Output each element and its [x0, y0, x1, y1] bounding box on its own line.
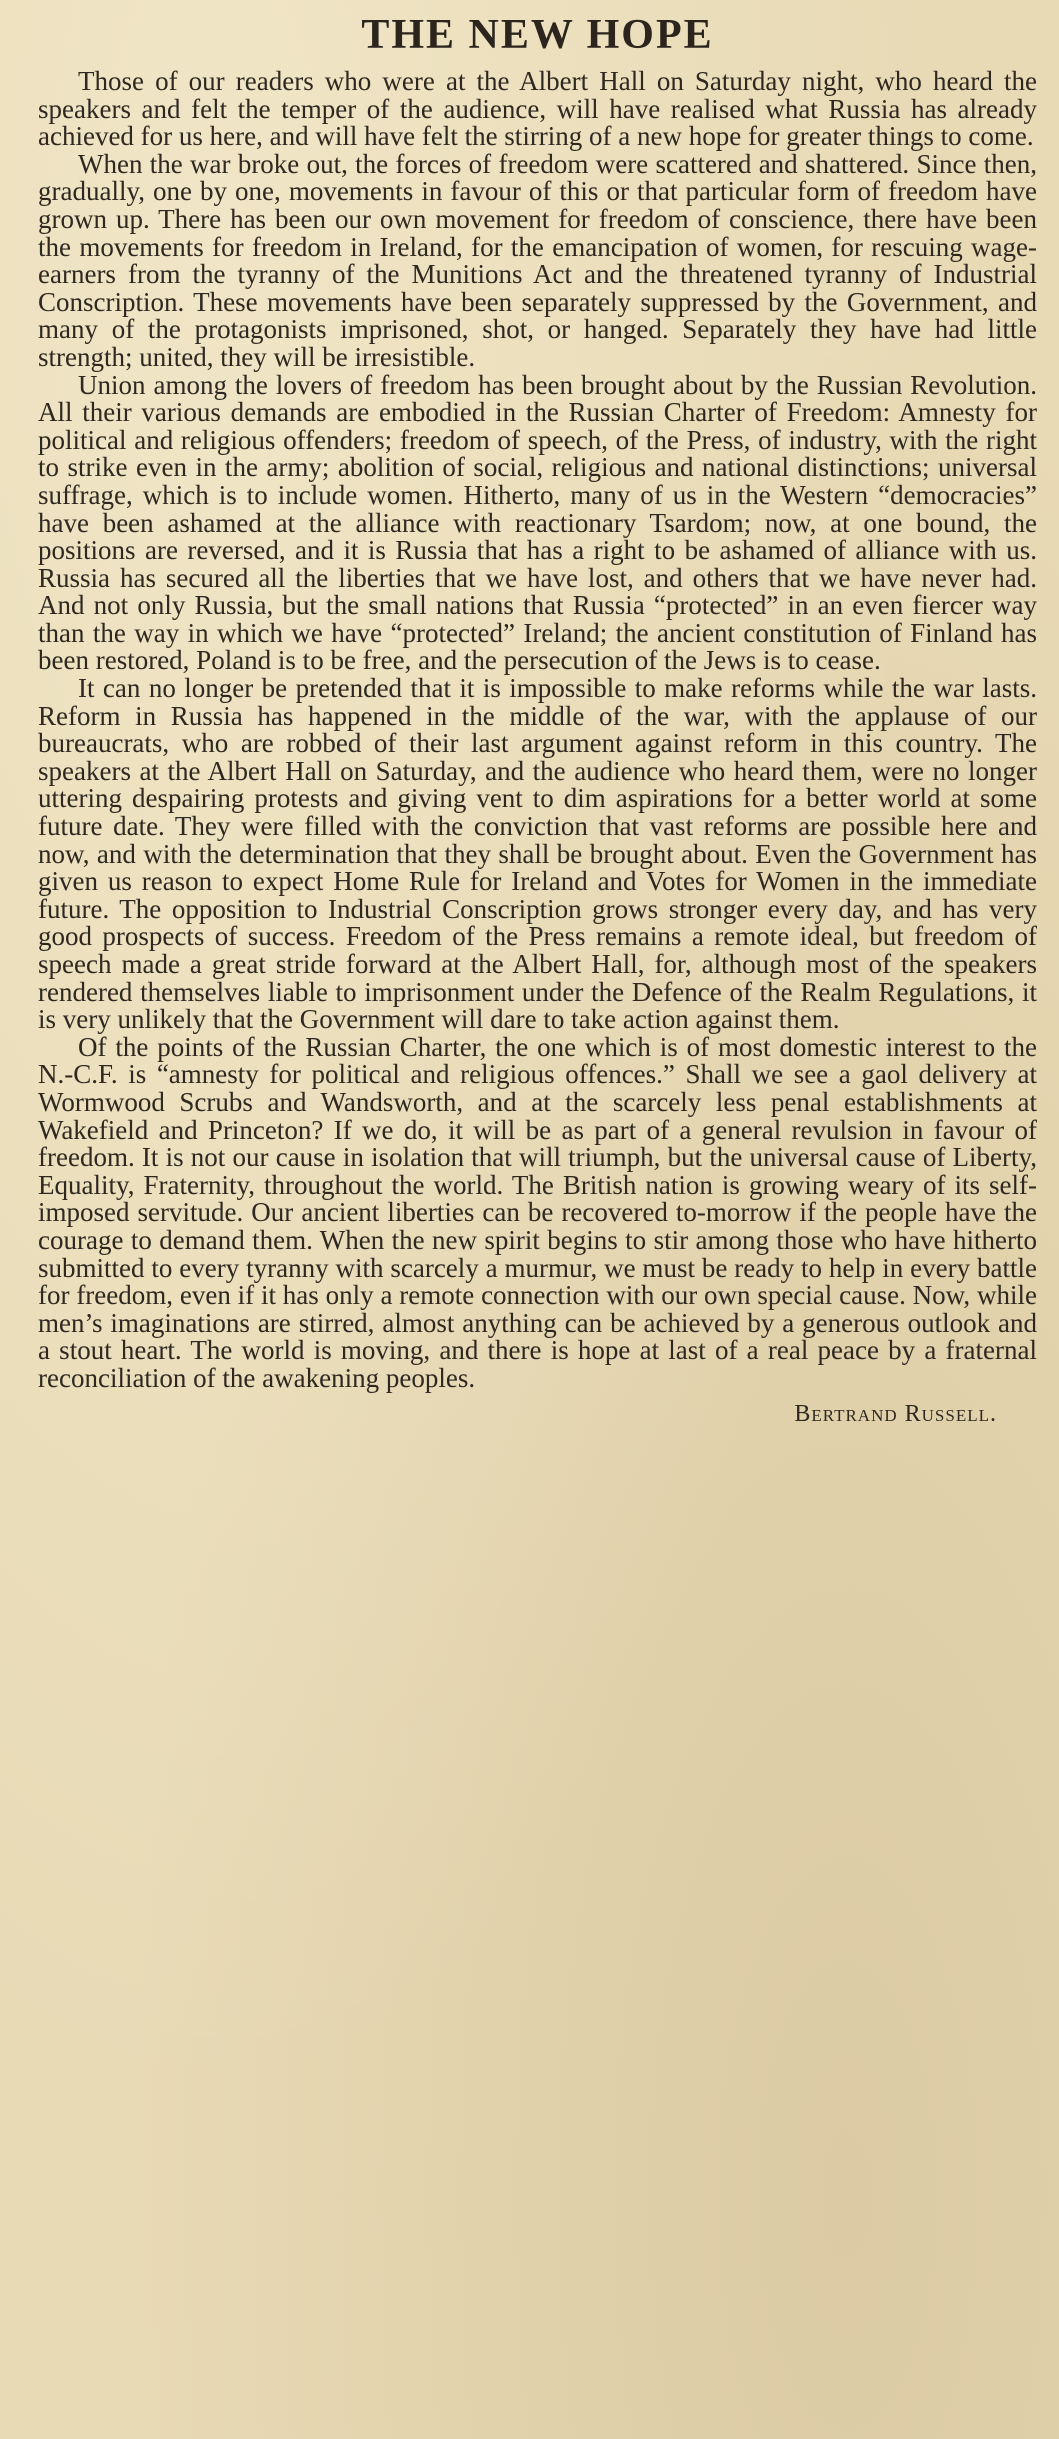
article-body: [38, 68, 1037, 1393]
paragraph-4: It can no longer be pretended that it is impossible to make reforms while the war lasts. Reform in Russia has happened in the middle of the war, with the applause of our bureaucrats, who are robbed of their last argument against reform in this country. The speakers at the Albert Hall on Saturday, and the audience who heard them, were no longer uttering despairing protests and giving vent to dim aspirations for a better world at some future date. They were filled with the conviction that vast reforms are possible here and now, and with the determination that they shall be brought about. Even the Government has given us reason to expect Home Rule for Ireland and Votes for Women in the immediate future. The opposition to Industrial Conscription grows stronger every day, and has very good prospects of success. Freedom of the Press remains a remote ideal, but freedom of speech made a great stride forward at the Albert Hall, for, although most of the speakers rendered themselves liable to imprisonment under the Defence of the Realm Regulations, it is very unlikely that the Government will dare to take action against them.: [38, 673, 1037, 1035]
paragraph-5: Of the points of the Russian Charter, the one which is of most domestic interest to the N.-C.F. is “amnesty for political and religious offences.” Shall we see a gaol delivery at Wormwood Scrubs and Wandsworth, and at the scarcely less penal establishments at Wakefield and Princeton? If we do, it will be as part of a general revulsion in favour of freedom. It is not our cause in isolation that will triumph, but the universal cause of Liberty, Equality, Fraternity, throughout the world. The British nation is growing weary of its self-imposed servitude. Our ancient liberties can be recovered to-morrow if the people have the courage to demand them. When the new spirit begins to stir among those who have hitherto submitted to every tyranny with scarcely a murmur, we must be ready to help in every battle for freedom, even if it has only a remote connection with our own special cause. Now, while men’s imaginations are stirred, almost anything can be achieved by a generous outlook and a stout heart. The world is moving, and there is hope at last of a real peace by a fraternal reconciliation of the awakening peoples.: [38, 1031, 1037, 1393]
paragraph-2: When the war broke out, the forces of freedom were scattered and shattered. Since then, gradually, one by one, movements in favour of this or that particular form of freedom have grown up. There has been our own movement for freedom of conscience, there have been the movements for freedom in Ireland, for the emancipation of women, for rescuing wage-earners from the tyranny of the Munitions Act and the threatened tyranny of Industrial Conscription. These movements have been separately suppressed by the Government, and many of the protagonists imprisoned, shot, or hanged. Separately they have had little strength; united, they will be irresistible.: [38, 148, 1037, 372]
paragraph-3: Union among the lovers of freedom has been brought about by the Russian Revolution. All their various demands are embodied in the Russian Charter of Freedom: Amnesty for political and religious offenders; freedom of speech, of the Press, of industry, with the right to strike even in the army; abolition of social, religious and national distinctions; universal suffrage, which is to include women. Hitherto, many of us in the Western “democracies” have been ashamed at the alliance with reactionary Tsardom; now, at one bound, the positions are reversed, and it is Russia that has a right to be ashamed of alliance with us. Russia has secured all the liberties that we have lost, and others that we have never had. And not only Russia, but the small nations that Russia “protected” in an even fiercer way than the way in which we have “protected” Ireland; the ancient constitution of Finland has been restored, Poland is to be free, and the persecution of the Jews is to cease.: [38, 369, 1037, 676]
author-signature: Bertrand Russell.: [794, 1400, 997, 1427]
article-title: THE NEW HOPE: [361, 12, 714, 58]
paragraph-1: Those of our readers who were at the Albert Hall on Saturday night, who heard the speakers and felt the temper of the audience, will have realised what Russia has already achieved for us here, and will have felt the stirring of a new hope for greater things to come.: [38, 66, 1037, 152]
